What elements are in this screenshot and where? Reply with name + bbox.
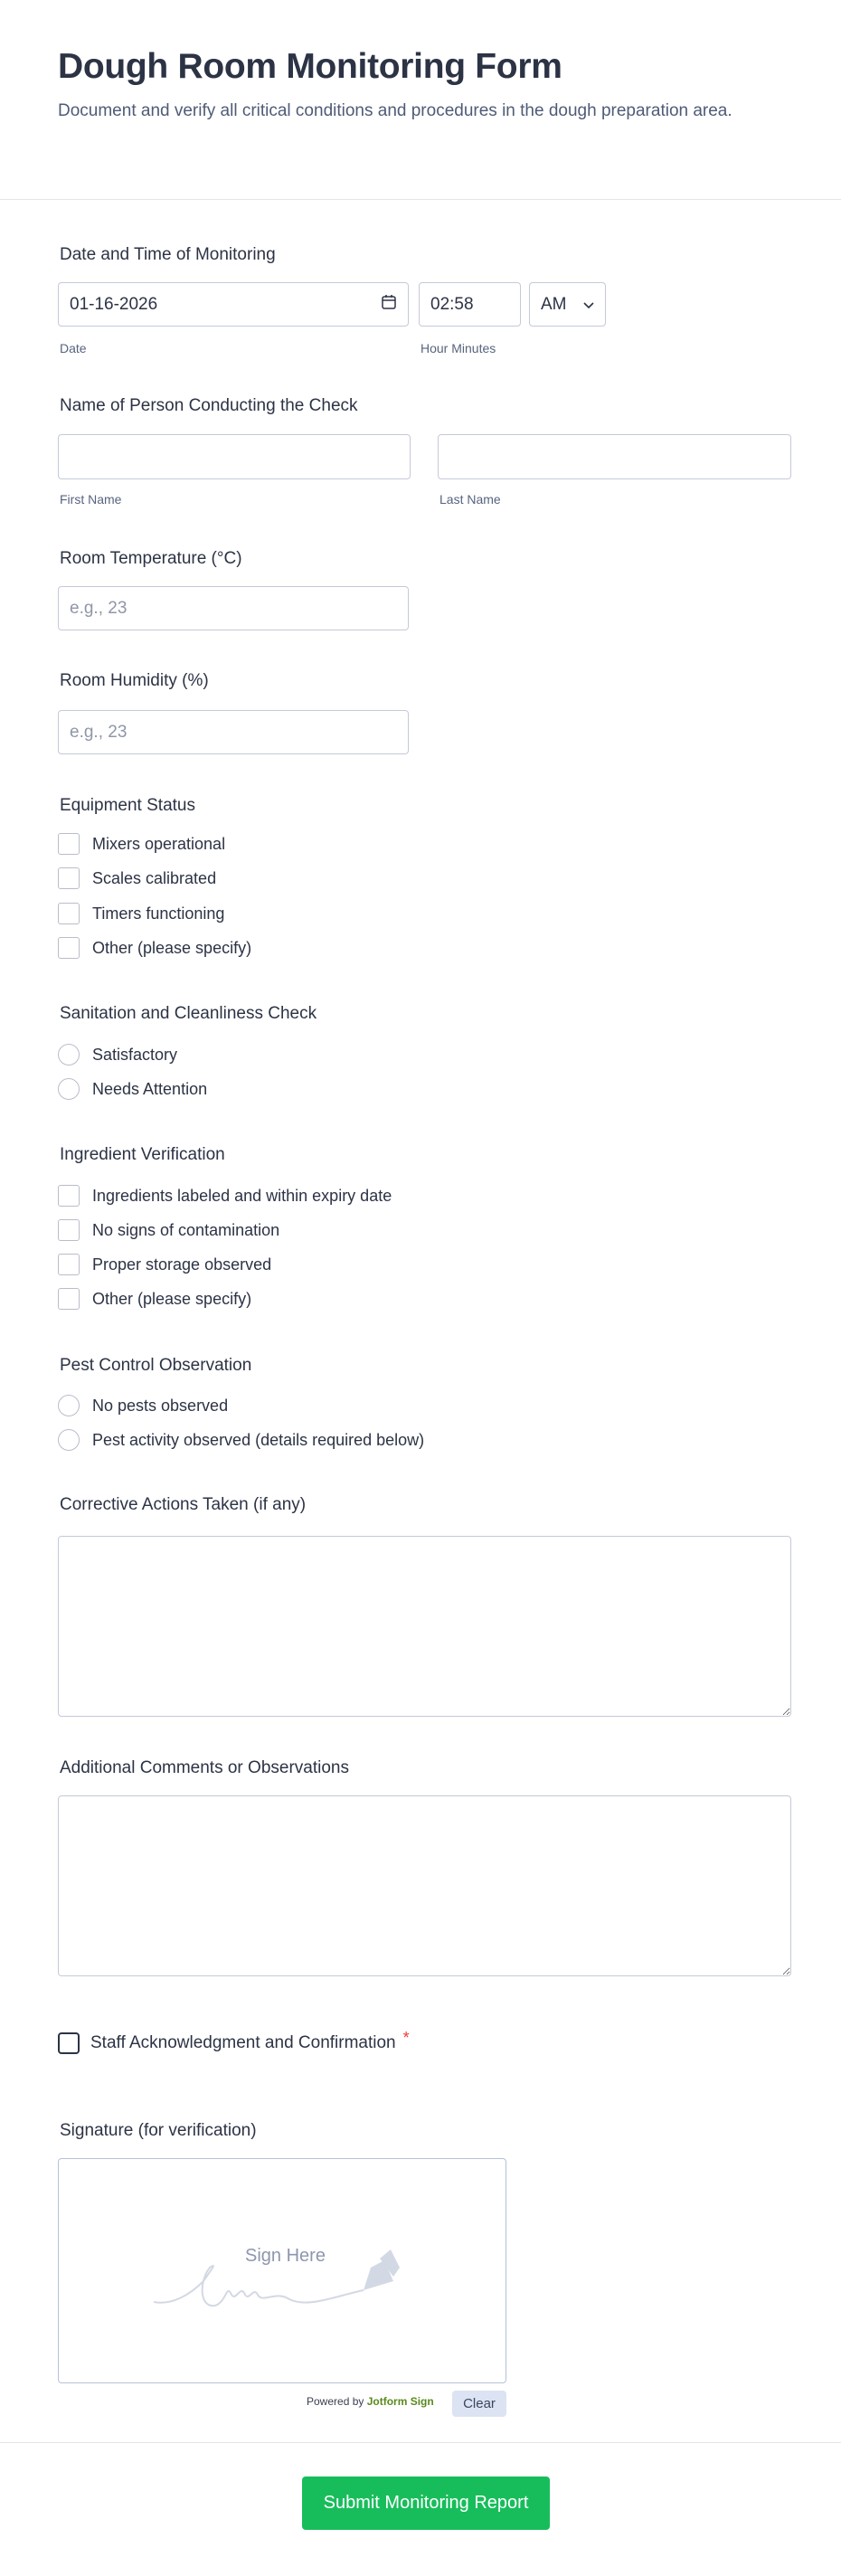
page-title: Dough Room Monitoring Form bbox=[58, 47, 562, 86]
ingredient-option[interactable] bbox=[58, 1219, 279, 1241]
ampm-value: AM bbox=[541, 294, 567, 314]
checkbox[interactable] bbox=[58, 1219, 80, 1241]
sanitation-option[interactable] bbox=[58, 1078, 207, 1100]
signature-scribble-icon bbox=[154, 2240, 416, 2313]
checkbox[interactable] bbox=[58, 937, 80, 959]
pest-option[interactable] bbox=[58, 1429, 424, 1451]
ingredient-option[interactable] bbox=[58, 1254, 271, 1275]
powered-by-label: Powered by bbox=[307, 2395, 364, 2408]
date-value: 01-16-2026 bbox=[70, 294, 158, 314]
equipment-option[interactable] bbox=[58, 867, 216, 889]
last-name-sublabel: Last Name bbox=[439, 492, 501, 507]
radio[interactable] bbox=[58, 1078, 80, 1100]
equipment-option[interactable] bbox=[58, 903, 224, 924]
humidity-label: Room Humidity (%) bbox=[60, 671, 209, 690]
temperature-placeholder: e.g., 23 bbox=[70, 598, 128, 618]
acknowledgment-checkbox-row[interactable] bbox=[58, 2028, 410, 2054]
divider bbox=[0, 199, 841, 200]
sanitation-label: Sanitation and Cleanliness Check bbox=[60, 1004, 317, 1023]
option-label: Pest activity observed (details required below) bbox=[92, 1430, 425, 1449]
option-label: Other (please specify) bbox=[92, 1289, 252, 1308]
checkbox[interactable] bbox=[58, 903, 80, 924]
pest-option[interactable] bbox=[58, 1395, 228, 1416]
time-sublabel: Hour Minutes bbox=[420, 341, 496, 355]
option-label: Timers functioning bbox=[92, 904, 225, 923]
corrective-textarea[interactable] bbox=[58, 1536, 791, 1717]
radio[interactable] bbox=[58, 1395, 80, 1416]
sanitation-option[interactable] bbox=[58, 1044, 177, 1065]
divider bbox=[0, 2442, 841, 2443]
datetime-label: Date and Time of Monitoring bbox=[60, 245, 276, 264]
ingredients-label: Ingredient Verification bbox=[60, 1145, 225, 1164]
first-name-sublabel: First Name bbox=[60, 492, 122, 507]
name-label: Name of Person Conducting the Check bbox=[60, 396, 358, 415]
humidity-input[interactable] bbox=[58, 710, 409, 754]
humidity-placeholder: e.g., 23 bbox=[70, 722, 128, 742]
jotform-sign-link[interactable]: Jotform Sign bbox=[366, 2395, 434, 2408]
radio[interactable] bbox=[58, 1044, 80, 1065]
option-label: Satisfactory bbox=[92, 1045, 178, 1064]
checkbox[interactable] bbox=[58, 1288, 80, 1310]
option-label: Needs Attention bbox=[92, 1079, 208, 1098]
checkbox[interactable] bbox=[58, 1185, 80, 1207]
date-sublabel: Date bbox=[60, 341, 87, 355]
submit-button[interactable]: Submit Monitoring Report bbox=[302, 2477, 550, 2530]
clear-signature-button[interactable]: Clear bbox=[452, 2391, 506, 2417]
option-label: Scales calibrated bbox=[92, 868, 217, 887]
equipment-option[interactable] bbox=[58, 833, 225, 855]
temperature-input[interactable] bbox=[58, 586, 409, 630]
signature-pad[interactable] bbox=[58, 2158, 506, 2383]
signature-label: Signature (for verification) bbox=[60, 2121, 257, 2140]
comments-textarea[interactable] bbox=[58, 1795, 791, 1976]
time-input[interactable]: 02:58 bbox=[419, 282, 521, 327]
equipment-label: Equipment Status bbox=[60, 796, 195, 815]
comments-label: Additional Comments or Observations bbox=[60, 1758, 349, 1777]
sign-here-placeholder: Sign Here bbox=[245, 2246, 326, 2266]
corrective-label: Corrective Actions Taken (if any) bbox=[60, 1495, 307, 1514]
temperature-label: Room Temperature (°C) bbox=[60, 549, 242, 568]
acknowledgment-checkbox[interactable] bbox=[58, 2032, 80, 2054]
ampm-select[interactable] bbox=[529, 282, 606, 327]
radio[interactable] bbox=[58, 1429, 80, 1451]
required-mark: * bbox=[402, 2028, 410, 2047]
option-label: Other (please specify) bbox=[92, 938, 252, 957]
calendar-icon[interactable] bbox=[381, 294, 397, 316]
option-label: Ingredients labeled and within expiry date bbox=[92, 1186, 392, 1205]
ingredient-option[interactable] bbox=[58, 1185, 392, 1207]
date-input[interactable] bbox=[58, 282, 409, 327]
option-label: Mixers operational bbox=[92, 834, 226, 853]
checkbox[interactable] bbox=[58, 1254, 80, 1275]
first-name-input[interactable] bbox=[58, 434, 411, 479]
equipment-option[interactable] bbox=[58, 937, 251, 959]
page-description: Document and verify all critical conditions and procedures in the dough preparation area. bbox=[58, 101, 732, 120]
chevron-down-icon bbox=[583, 295, 594, 315]
last-name-input[interactable] bbox=[438, 434, 791, 479]
acknowledgment-label: Staff Acknowledgment and Confirmation bbox=[90, 2033, 396, 2052]
powered-by-text bbox=[307, 2395, 434, 2408]
checkbox[interactable] bbox=[58, 867, 80, 889]
option-label: Proper storage observed bbox=[92, 1255, 272, 1274]
ingredient-option[interactable] bbox=[58, 1288, 251, 1310]
pest-label: Pest Control Observation bbox=[60, 1356, 252, 1375]
checkbox[interactable] bbox=[58, 833, 80, 855]
option-label: No pests observed bbox=[92, 1396, 229, 1415]
option-label: No signs of contamination bbox=[92, 1220, 280, 1239]
